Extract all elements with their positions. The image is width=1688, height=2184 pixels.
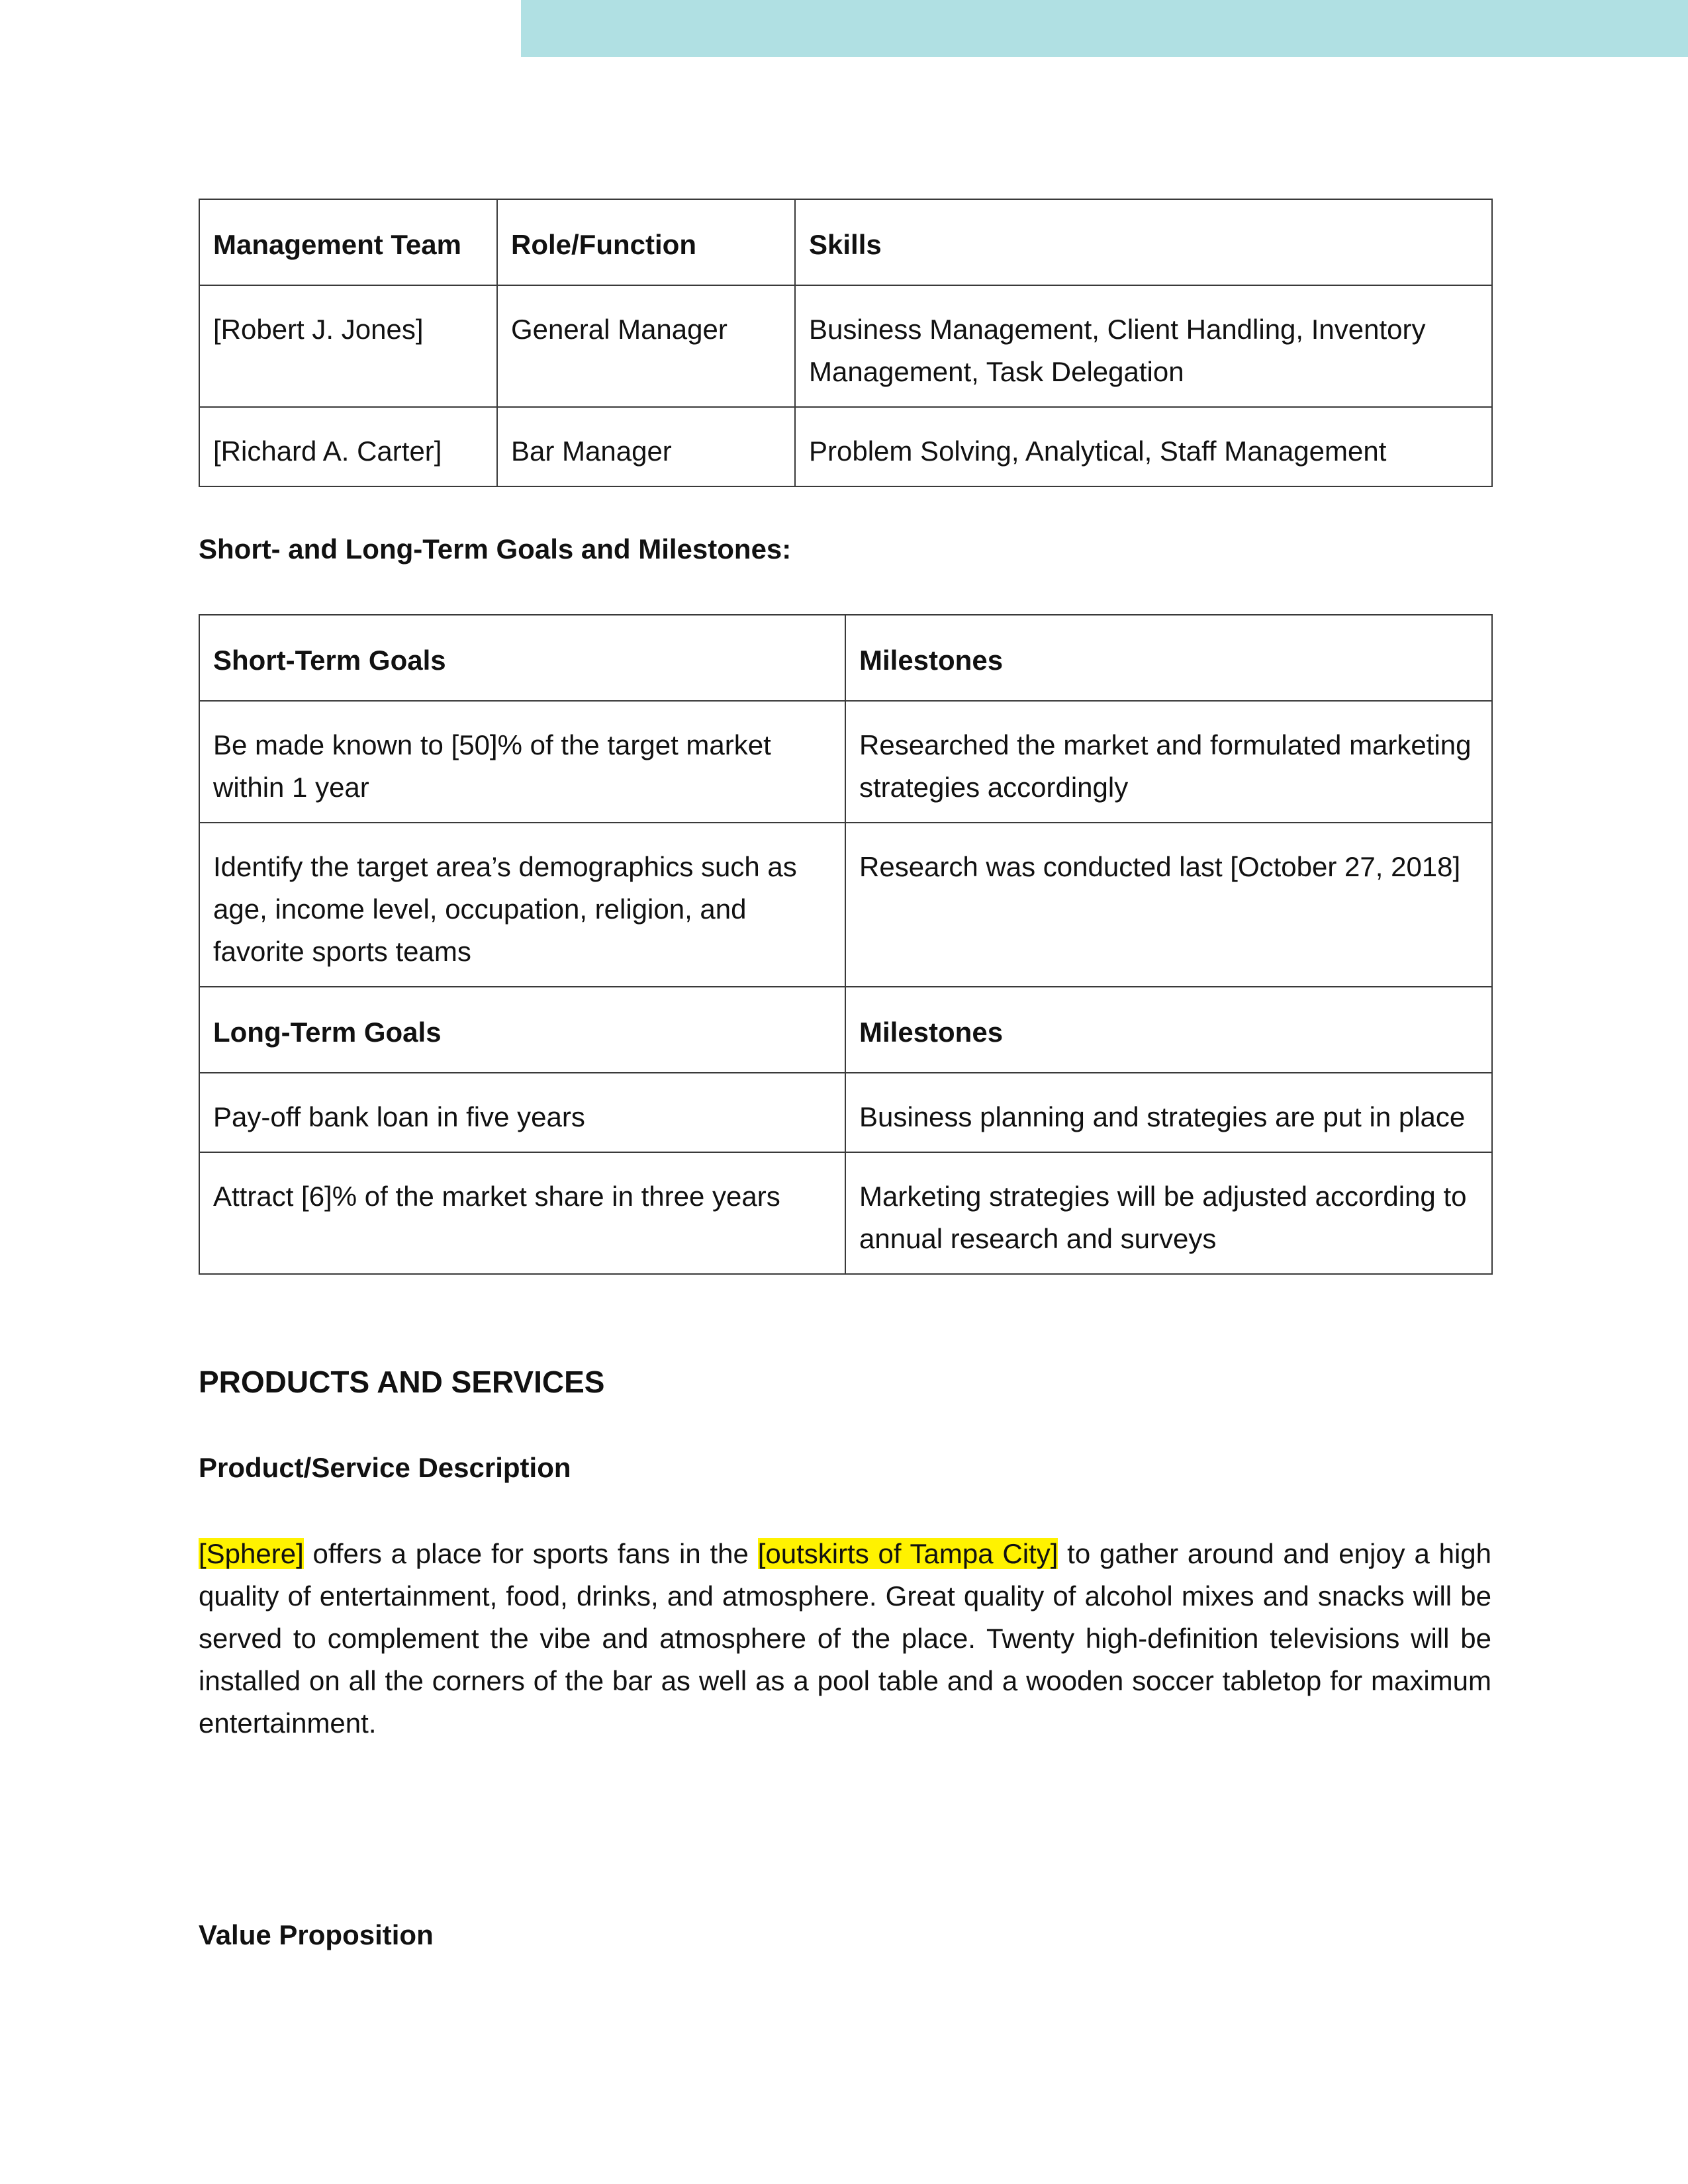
header-decor-band <box>521 0 1688 57</box>
table-cell: Marketing strategies will be adjusted according to annual research and surveys <box>845 1152 1492 1274</box>
management-team-table <box>199 199 1493 487</box>
table-row <box>199 1152 1492 1274</box>
table-header-cell: Management Team <box>199 199 497 285</box>
table-row <box>199 407 1492 486</box>
table-cell: General Manager <box>497 285 795 407</box>
table-header-cell: Milestones <box>845 987 1492 1073</box>
table-cell: Business planning and strategies are put in place <box>845 1073 1492 1152</box>
subsection-heading: Product/Service Description <box>199 1452 571 1483</box>
table-row <box>199 285 1492 407</box>
highlighted-placeholder: [Sphere] <box>199 1538 304 1569</box>
table-cell: Be made known to [50]% of the target market within 1 year <box>199 701 845 823</box>
subsection-heading: Value Proposition <box>199 1919 434 1950</box>
table-cell: Problem Solving, Analytical, Staff Management <box>795 407 1492 486</box>
product-description-paragraph <box>199 1533 1491 1745</box>
table-header-row <box>199 987 1492 1073</box>
table-row <box>199 823 1492 987</box>
table-cell: [Robert J. Jones] <box>199 285 497 407</box>
paragraph-text: to gather around and enjoy a high quality of entertainment, food, drinks, and atmosphere. Great quality of alcohol mixes and snacks will be served to complement the vibe and atmosphere of the place. Twenty high-definition televisions will be installed on all the corners of the bar as well as a pool table and a wooden soccer tabletop for maximum entertainment. <box>199 1538 1491 1739</box>
table-cell: Pay-off bank loan in five years <box>199 1073 845 1152</box>
table-cell: Researched the market and formulated marketing strategies accordingly <box>845 701 1492 823</box>
table-cell: Attract [6]% of the market share in three years <box>199 1152 845 1274</box>
highlighted-placeholder: [outskirts of Tampa City] <box>757 1538 1058 1569</box>
table-cell: Research was conducted last [October 27, 2018] <box>845 823 1492 987</box>
goals-title: Short- and Long-Term Goals and Milestones: <box>199 533 792 565</box>
section-heading: PRODUCTS AND SERVICES <box>199 1365 605 1399</box>
table-header-cell: Milestones <box>845 615 1492 701</box>
document-body <box>199 199 1491 1956</box>
table-cell: Identify the target area’s demographics such as age, income level, occupation, religion, and favorite sports teams <box>199 823 845 987</box>
table-header-cell: Long-Term Goals <box>199 987 845 1073</box>
table-cell: Bar Manager <box>497 407 795 486</box>
table-row <box>199 701 1492 823</box>
table-header-row <box>199 615 1492 701</box>
table-cell: [Richard A. Carter] <box>199 407 497 486</box>
table-header-cell: Role/Function <box>497 199 795 285</box>
table-cell: Business Management, Client Handling, Inventory Management, Task Delegation <box>795 285 1492 407</box>
goals-milestones-table <box>199 614 1493 1275</box>
table-row <box>199 1073 1492 1152</box>
paragraph-text: offers a place for sports fans in the <box>303 1538 758 1569</box>
table-header-cell: Skills <box>795 199 1492 285</box>
table-header-cell: Short-Term Goals <box>199 615 845 701</box>
table-header-row <box>199 199 1492 285</box>
